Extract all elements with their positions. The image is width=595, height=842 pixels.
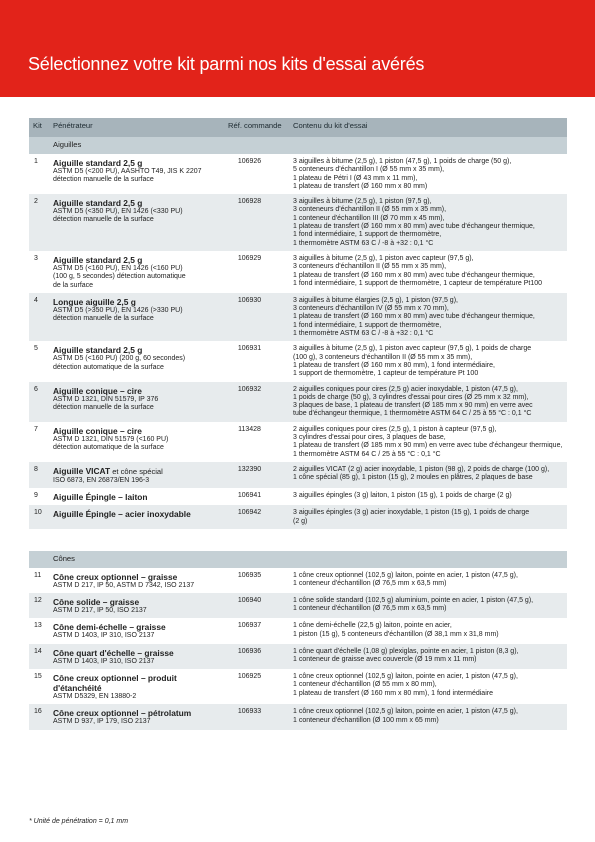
table-row [29,488,567,505]
kit-number: 11 [34,571,42,579]
table-row [29,669,567,704]
kit-contents: 3 aiguilles à bitume (2,5 g), 1 piston avec capteur (97,5 g), 1 poids de charge (100 g), 3 conteneurs d'échantillon II (Ø 55 mm x 35 mm), 1 plateau de transfert (Ø 160 mm x 80 mm), 1 fond intermédiaire, 1 support de thermomètre, 1 capteur de température Pt 100 [293,345,532,378]
order-ref: 106929 [237,254,262,262]
penetrator-name: Aiguille Épingle – acier inoxydable [53,509,191,520]
kit-contents: 2 aiguilles coniques pour cires (2,5 g), 1 piston à capteur (97,5 g), 3 cylindres d'essai pour cires, 3 plaques de base, 1 plateau de transfert (Ø 185 mm x 90 mm) en verre avec tube d'échangeur thermique, 1 thermomètre ASTM 64 C / 25 à 55 °C : 0,1 °C [293,425,563,458]
kit-number: 15 [34,672,42,680]
penetrator-name-suffix: et cône spécial [110,466,163,476]
penetrator-name: Aiguille standard 2,5 g [53,158,143,168]
penetrator-standards: ASTM D 1403, IP 310, ISO 2137 [53,657,155,665]
penetrator-cell [49,669,224,704]
order-ref: 106941 [237,492,262,500]
penetrator-name: Aiguille VICAT [53,465,111,476]
penetrator-cell [49,382,224,422]
test-kits-table [29,118,567,730]
order-ref: 106931 [237,345,262,353]
footnote: * Unité de pénétration = 0,1 mm [29,818,129,825]
kit-contents: 2 aiguilles coniques pour cires (2,5 g) acier inoxydable, 1 piston (47,5 g), 1 poids de charge (50 g), 3 cylindres d'essai pour cires (Ø 25 mm x 32 mm), 3 plaques de base, 1 plateau de transfert (Ø 185 mm x 90 mm) en verre avec tube d'échangeur thermique, 1 thermomètre ASTM 64 C / 25 à 55 °C : 0,1 °C [289,382,567,422]
penetrator-cell [49,341,224,381]
order-ref: 106932 [224,382,289,422]
kit-contents: 1 cône demi-échelle (22,5 g) laiton, pointe en acier, 1 piston (15 g), 5 conteneurs d'échantillon (Ø 38,1 mm x 31,8 mm) [293,622,499,638]
penetrator-cell [49,505,224,529]
order-ref: 106937 [237,622,262,630]
header-kit: Kit [29,118,49,137]
table-row [29,568,567,593]
penetrator-standards: ASTM D 217, IP 50, ASTM D 7342, ISO 2137 [53,581,195,589]
kit-number: 6 [29,382,49,422]
kit-contents: 1 cône quart d'échelle (1,08 g) plexiglas, pointe en acier, 1 piston (8,3 g), 1 conteneur de graisse avec couvercle (Ø 19 mm x 11 mm) [289,644,567,669]
kit-contents: 3 aiguilles à bitume (2,5 g), 1 piston (47,5 g), 1 poids de charge (50 g), 5 conteneurs d'échantillon I (Ø 55 mm x 35 mm), 1 plateau de Pétri I (Ø 43 mm x 11 mm), 1 plateau de transfert (Ø 160 mm x 80 mm) [293,158,512,190]
penetrator-name: Aiguille standard 2,5 g [53,254,143,265]
table-row [29,382,567,422]
penetrator-name: Aiguille conique – cire [53,425,142,436]
kit-contents: 3 aiguilles à bitume (2,5 g), 1 piston avec capteur (97,5 g), 3 conteneurs d'échantillon II (Ø 55 mm x 35 mm), 1 plateau de transfert (Ø 160 mm x 80 mm) avec tube d'échangeur thermique, 1 fond intermédiaire, 1 support de thermomètre, 1 capteur de température Pt100 [293,254,543,287]
page-title: Sélectionnez votre kit parmi nos kits d'essai avérés [28,54,425,74]
penetrator-cell [49,704,224,729]
section-empty-cell [29,551,49,568]
penetrator-standards: ASTM D5 (<160 PU), EN 1426 (<160 PU) (100 g, 5 secondes) détection automatique de la surface [53,264,186,289]
header-kit-contents: Contenu du kit d'essai [289,118,567,137]
kit-number: 2 [29,194,49,251]
kit-contents: 3 aiguilles à bitume (2,5 g), 1 piston (97,5 g), 3 conteneurs d'échantillon II (Ø 55 mm x 35 mm), 1 conteneur d'échantillon III (Ø 70 mm x 45 mm), 1 plateau de transfert (Ø 160 mm x 80 mm) avec tube d'échangeur thermique, 1 fond intermédiaire, 1 support de thermomètre, 1 thermomètre ASTM 63 C / -8 à +32 : 0,1 °C [289,194,567,251]
penetrator-cell [49,194,224,251]
kit-number: 3 [34,254,38,262]
penetrator-title [53,572,221,582]
penetrator-name: Cône creux optionnel – graisse [53,571,178,582]
table-row [29,593,567,618]
penetrator-name: Cône creux optionnel – produit d'étanchéité [53,672,177,693]
penetrator-title [53,622,221,632]
order-ref: 106940 [224,593,289,618]
penetrator-cell [49,644,224,669]
order-ref: 106928 [224,194,289,251]
order-ref: 106930 [224,293,289,341]
penetrator-name: Cône solide – graisse [53,597,140,608]
order-ref: 113428 [238,425,261,433]
kit-contents: 2 aiguilles VICAT (2 g) acier inoxydable, 1 piston (98 g), 2 poids de charge (100 g), 1 cône spécial (85 g), 1 piston (15 g), 2 moules en plâtres, 2 plaques de base [289,462,567,488]
penetrator-standards: ISO 6873, EN 26873/EN 196-3 [53,476,150,484]
kit-contents: 1 cône creux optionnel (102,5 g) laiton, pointe en acier, 1 piston (47,5 g), 1 conteneur d'échantillon (Ø 55 mm x 80 mm), 1 plateau de transfert (Ø 160 mm x 80 mm), 1 fond intermédiaire [293,672,518,697]
kit-number: 4 [29,293,49,341]
penetrator-title [53,345,221,355]
table-row [29,505,567,529]
penetrator-title [53,597,221,607]
penetrator-title [53,158,221,168]
penetrator-name: Cône quart d'échelle – graisse [53,647,174,658]
penetrator-cell [49,154,224,194]
penetrator-standards: ASTM D 1403, IP 310, ISO 2137 [53,632,155,640]
header-penetrator: Pénétrateur [49,118,224,137]
kit-contents: 3 aiguilles épingles (3 g) laiton, 1 piston (15 g), 1 poids de charge (2 g) [293,492,512,500]
kit-contents: 3 aiguilles à bitume élargies (2,5 g), 1 piston (97,5 g), 3 conteneurs d'échantillon IV (Ø 55 mm x 70 mm), 1 plateau de transfert (Ø 160 mm x 80 mm) avec tube d'échangeur thermique, 1 fond intermédiaire, 1 support de thermomètre, 1 thermomètre ASTM 63 C / -8 à +32 : 0,1 °C [289,293,567,341]
section-title: Aiguilles [49,137,567,154]
table-row [29,194,567,251]
order-ref: 106942 [224,505,289,529]
spacer-cell [29,529,567,551]
section-header-row [29,551,567,568]
kit-number: 10 [29,505,49,529]
penetrator-name: Aiguille standard 2,5 g [53,198,143,209]
penetrator-title [53,673,221,693]
penetrator-standards: ASTM D5 (<200 PU), AASHTO T49, JIS K 2207 détection manuelle de la surface [53,168,202,184]
section-empty-cell [29,137,49,154]
penetrator-name: Aiguille Épingle – laiton [53,492,148,503]
penetrator-standards: ASTM D 937, IP 179, ISO 2137 [53,718,151,726]
table-row [29,462,567,488]
penetrator-standards: ASTM D 1321, DIN 51579 (<160 PU) détection automatique de la surface [53,435,169,452]
kit-contents: 1 cône solide standard (102,5 g) aluminium, pointe en acier, 1 piston (47,5 g), 1 conteneur d'échantillon (Ø 76,5 mm x 63,5 mm) [289,593,567,618]
kit-contents: 3 aiguilles épingles (3 g) acier inoxydable, 1 piston (15 g), 1 poids de charge (2 g) [289,505,567,529]
penetrator-cell [49,293,224,341]
kit-number: 9 [34,492,38,500]
order-ref: 106936 [224,644,289,669]
penetrator-cell [49,462,224,488]
penetrator-standards: ASTM D 1321, DIN 51579, IP 376 détection manuelle de la surface [53,395,159,411]
kit-number: 7 [34,425,38,433]
penetrator-standards: ASTM D 217, IP 50, ISO 2137 [53,607,147,615]
order-ref: 106925 [237,672,262,680]
kit-number: 1 [34,158,38,165]
penetrator-title [53,492,221,502]
order-ref: 106926 [237,158,262,165]
penetrator-standards: ASTM D5 (>350 PU), EN 1426 (>330 PU) détection manuelle de la surface [53,306,183,323]
kit-contents: 1 cône creux optionnel (102,5 g) laiton, pointe en acier, 1 piston (47,5 g), 1 conteneur d'échantillon (Ø 100 mm x 65 mm) [289,704,567,729]
section-spacer [29,529,567,551]
order-ref: 132390 [224,462,289,488]
kit-number: 16 [29,704,49,729]
penetrator-name: Aiguille standard 2,5 g [53,345,143,356]
table-row [29,704,567,729]
header-banner [0,0,595,97]
penetrator-title [53,198,221,208]
penetrator-title [53,386,221,396]
penetrator-title [53,426,221,436]
penetrator-title [53,708,221,718]
penetrator-title [53,466,221,477]
penetrator-cell [49,422,224,462]
kit-number: 12 [29,593,49,618]
penetrator-cell [49,488,224,505]
table-row [29,154,567,194]
kit-number: 13 [34,622,42,630]
table-row [29,251,567,293]
penetrator-name: Cône demi-échelle – graisse [53,622,166,633]
section-title: Cônes [49,551,567,568]
penetrator-name: Longue aiguille 2,5 g [53,296,136,307]
order-ref: 106933 [224,704,289,729]
penetrator-title [53,509,221,519]
table-body [29,137,567,730]
penetrator-cell [49,568,224,593]
penetrator-standards: ASTM D5 (<160 PU) (200 g, 60 secondes) détection automatique de la surface [53,355,186,371]
penetrator-cell [49,593,224,618]
penetrator-name: Aiguille conique – cire [53,385,142,396]
kit-number: 14 [29,644,49,669]
table-row [29,422,567,462]
kit-number: 8 [29,462,49,488]
penetrator-name: Cône creux optionnel – pétrolatum [53,708,192,719]
table-row [29,618,567,643]
table-row [29,341,567,381]
kit-number: 5 [34,345,38,353]
penetrator-cell [49,251,224,293]
section-header-row [29,137,567,154]
penetrator-title [53,297,221,307]
penetrator-title [53,255,221,265]
penetrator-standards: ASTM D5329, EN 13880-2 [53,692,137,700]
penetrator-title [53,648,221,658]
table-row [29,644,567,669]
kit-contents: 1 cône creux optionnel (102,5 g) laiton, pointe en acier, 1 piston (47,5 g), 1 conteneur d'échantillon (Ø 76,5 mm x 63,5 mm) [293,571,518,588]
penetrator-standards: ASTM D5 (<350 PU), EN 1426 (<330 PU) détection manuelle de la surface [53,208,183,224]
table-header-row [29,118,567,137]
order-ref: 106935 [237,571,262,579]
header-order-ref: Réf. commande [224,118,289,137]
penetrator-cell [49,618,224,643]
table-row [29,293,567,341]
